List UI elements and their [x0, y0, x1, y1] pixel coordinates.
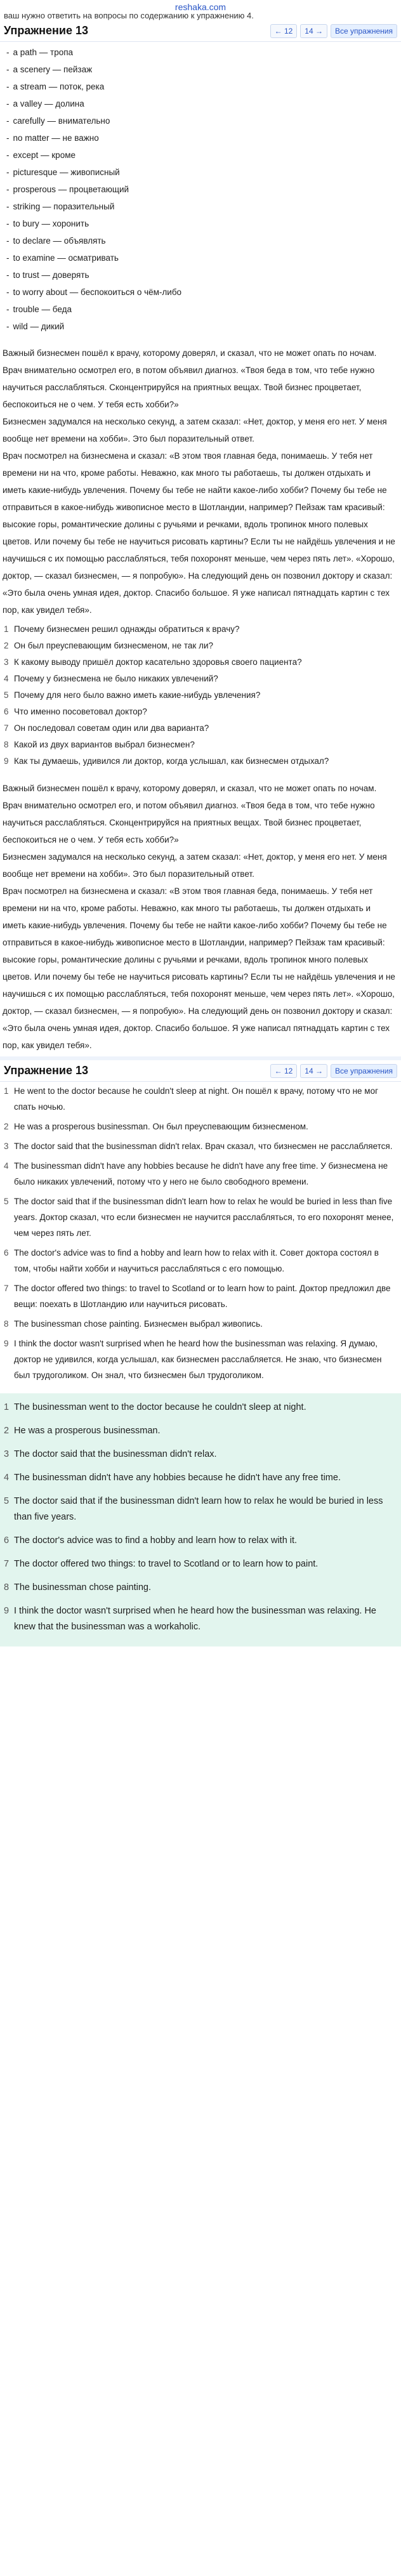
vocab-item [6, 130, 395, 147]
final-answer-number: 8 [4, 1582, 10, 1593]
vocab-bullet: - [6, 253, 10, 263]
vocab-bullet: - [6, 48, 10, 58]
all-exercises-button[interactable]: Все упражнения [331, 24, 397, 38]
vocab-item [6, 301, 395, 319]
final-answer-box [0, 1393, 401, 1646]
answer-number: 8 [4, 1319, 9, 1329]
answer-item [4, 1138, 397, 1158]
exercise-title-2: Упражнение 13 [4, 1064, 89, 1077]
next-exercise-button[interactable]: 14 → [300, 24, 327, 38]
final-answer-item [4, 1468, 397, 1491]
question-text: Почему у бизнесмена не было никаких увлечений? [14, 674, 218, 683]
final-answer-number: 1 [4, 1402, 10, 1412]
question-text: Какой из двух вариантов выбрал бизнесмен? [14, 740, 195, 749]
exercise-block-2 [0, 1056, 401, 1391]
answer-list [0, 1082, 401, 1391]
story-text [0, 339, 401, 619]
vocab-text: striking — поразительный [13, 202, 115, 212]
vocab-bullet: - [6, 305, 10, 315]
vocab-item [6, 216, 395, 233]
final-answer-text: The businessman went to the doctor because he couldn't sleep at night. [14, 1402, 306, 1412]
vocab-bullet: - [6, 236, 10, 246]
vocab-text: trouble — беда [13, 305, 72, 315]
question-number: 3 [4, 657, 9, 667]
answer-text: The doctor offered two things: to travel to Scotland or to learn how to paint. Доктор предложил две вещи: поехать в Шотландию или научиться рисовать. [14, 1284, 391, 1309]
vocab-item [6, 250, 395, 267]
question-text: Как ты думаешь, удивился ли доктор, когда услышал, как бизнесмен отдыхал? [14, 756, 329, 766]
answer-item [4, 1119, 397, 1138]
vocab-item [6, 113, 395, 130]
final-answer-text: The doctor said that the businessman didn't relax. [14, 1449, 217, 1459]
vocab-text: to trust — доверять [13, 270, 89, 280]
vocab-item [6, 79, 395, 96]
final-answer-number: 4 [4, 1473, 10, 1483]
final-answer-item [4, 1554, 397, 1577]
question-number: 1 [4, 624, 9, 634]
all-exercises-button-2[interactable]: Все упражнения [331, 1064, 397, 1078]
site-link[interactable]: reshaka.com [174, 2, 227, 12]
answer-text: The doctor said that the businessman didn't relax. Врач сказал, что бизнесмен не расслабляется. [14, 1141, 393, 1151]
final-answer-item [4, 1421, 397, 1444]
exercise-header-2 [0, 1060, 401, 1082]
prev-exercise-button-2[interactable]: ← 12 [270, 1064, 298, 1078]
vocab-text: to bury — хоронить [13, 219, 89, 229]
vocab-bullet: - [6, 133, 10, 143]
vocab-text: except — кроме [13, 150, 76, 161]
vocab-text: no matter — не важно [13, 133, 99, 143]
answer-number: 4 [4, 1161, 9, 1171]
vocab-bullet: - [6, 185, 10, 195]
final-answer-number: 9 [4, 1606, 10, 1616]
final-answer-number: 3 [4, 1449, 10, 1459]
vocab-text: a stream — поток, река [13, 82, 105, 92]
next-exercise-button-2[interactable]: 14 → [300, 1064, 327, 1078]
vocab-item [6, 199, 395, 216]
final-answer-text: The doctor's advice was to find a hobby and learn how to relax with it. [14, 1535, 298, 1546]
final-answer-item [4, 1397, 397, 1421]
answer-item [4, 1083, 397, 1119]
answer-text: He went to the doctor because he couldn't sleep at night. Он пошёл к врачу, потому что не мог спать ночью. [14, 1086, 379, 1112]
final-answer-number: 2 [4, 1426, 10, 1436]
answer-item [4, 1280, 397, 1316]
vocab-item [6, 284, 395, 301]
vocab-text: a scenery — пейзаж [13, 65, 93, 75]
answer-text: The businessman chose painting. Бизнесмен выбрал живопись. [14, 1319, 263, 1329]
story-paragraph: Бизнесмен задумался на несколько секунд, а затем сказал: «Нет, доктор, у меня его нет. У меня вообще нет времени на хобби». Это был поразительный ответ. [3, 417, 387, 444]
final-answer-text: The businessman chose painting. [14, 1582, 152, 1593]
story-text-highlighted [0, 775, 401, 1054]
question-item [4, 687, 396, 704]
answer-number: 1 [4, 1086, 9, 1096]
final-answer-item [4, 1530, 397, 1554]
answer-text: The doctor said that if the businessman didn't learn how to relax he would be buried in less than five years. Доктор сказал, что если бизнесмен не научится расслабляться, то его похоронят менее, чем через пять лет. [14, 1197, 394, 1238]
vocab-text: a valley — долина [13, 99, 84, 109]
exercise-title: Упражнение 13 [4, 24, 89, 37]
vocab-bullet: - [6, 116, 10, 126]
vocab-text: to declare — объявлять [13, 236, 106, 246]
final-answer-text: He was a prosperous businessman. [14, 1426, 161, 1436]
final-answer-text: The doctor offered two things: to travel to Scotland or to learn how to paint. [14, 1559, 319, 1569]
question-text: К какому выводу пришёл доктор касательно здоровья своего пациента? [14, 657, 302, 667]
vocab-item [6, 319, 395, 336]
vocab-text: picturesque — живописный [13, 168, 120, 178]
question-number: 4 [4, 674, 9, 683]
final-answer-text: The doctor said that if the businessman didn't learn how to relax he would be buried in less than five years. [14, 1496, 383, 1522]
question-item [4, 753, 396, 770]
vocab-bullet: - [6, 168, 10, 178]
vocab-list [0, 42, 401, 339]
question-item [4, 671, 396, 687]
question-item [4, 737, 396, 753]
final-answer-number: 5 [4, 1496, 10, 1506]
answer-number: 3 [4, 1141, 9, 1151]
question-text: Почему бизнесмен решил однажды обратиться к врачу? [14, 624, 240, 634]
answer-item [4, 1316, 397, 1336]
vocab-text: carefully — внимательно [13, 116, 110, 126]
final-answer-number: 7 [4, 1559, 10, 1569]
final-answer-item [4, 1491, 397, 1530]
cut-instruction: ваш нужно ответить на вопросы по содержанию к упражнению 4. [4, 11, 254, 20]
question-text: Почему для него было важно иметь какие-нибудь увлечения? [14, 690, 261, 700]
question-item [4, 638, 396, 654]
question-number: 2 [4, 641, 9, 650]
final-answer-item [4, 1444, 397, 1468]
story-paragraph: Важный бизнесмен пошёл к врачу, которому доверял, и сказал, что не может опать по ночам. Врач внимательно осмотрел его, и потом объявил диагноз. «Твоя беда в том, что тебе нужно научиться расслабляться. Сконцентрируйся на приятных вещах. Твой бизнес процветает, беспокоиться не о чем. У тебя есть хобби?» [3, 784, 377, 844]
vocab-item [6, 147, 395, 164]
question-list [0, 619, 401, 775]
answer-text: I think the doctor wasn't surprised when he heard how the businessman was relaxing. Я думаю, доктор не удивился, когда услышал, как бизнесмен расслабляется. Не знаю, что бизнесмен был трудоголиком. Он знал, что бизнесмен был трудоголиком. [14, 1339, 382, 1380]
story-paragraph: Бизнесмен задумался на несколько секунд, а затем сказал: «Нет, доктор, у меня его нет. У меня вообще нет времени на хобби». Это был поразительный ответ. [3, 852, 387, 879]
vocab-item [6, 233, 395, 250]
prev-exercise-button[interactable]: ← 12 [270, 24, 298, 38]
question-number: 6 [4, 707, 9, 716]
exercise-header [0, 20, 401, 42]
question-item [4, 621, 396, 638]
vocab-bullet: - [6, 270, 10, 280]
question-item [4, 704, 396, 720]
vocab-text: to worry about — беспокоиться о чём-либо [13, 287, 182, 298]
vocab-item [6, 44, 395, 62]
vocab-bullet: - [6, 150, 10, 161]
vocab-text: to examine — осматривать [13, 253, 119, 263]
final-answer-item [4, 1601, 397, 1640]
answer-number: 5 [4, 1197, 9, 1206]
exercise-nav-2 [270, 1064, 397, 1078]
vocab-item [6, 62, 395, 79]
vocab-item [6, 164, 395, 181]
question-text: Что именно посоветовал доктор? [14, 707, 147, 716]
final-answer-text: I think the doctor wasn't surprised when he heard how the businessman was relaxing. He knew that the businessman was a workaholic. [14, 1606, 376, 1632]
answer-number: 6 [4, 1248, 9, 1258]
story-paragraph: Врач посмотрел на бизнесмена и сказал: «В этом твоя главная беда, понимаешь. У тебя нет времени ни на что, кроме работы. Неважно, как много ты работаешь, ты должен отдыхать и иметь какие-нибудь увлечения. Почему бы тебе не найти какое-либо хобби? Почему бы тебе не отправиться в какое-нибудь живописное место в Шотландии, например? Пейзаж там красивый: высокие горы, романтические долины с ручьями и речками, вдоль тропинок много полевых цветов. Или почему бы тебе не научиться рисовать картины? Если ты не найдёшь увлечения и не научишься с их помощью расслабляться, тебя похоронят меньше, чем через пять лет». «Хорошо, доктор, — сказал бизнесмен, — я попробую». На следующий день он позвонил доктору и сказал: «Это была очень умная идея, доктор. Спасибо большое. Я уже написал пятнадцать картин с тех пор, как увидел тебя». [3, 886, 395, 1050]
question-item [4, 720, 396, 737]
question-number: 7 [4, 723, 9, 733]
final-answer-text: The businessman didn't have any hobbies because he didn't have any free time. [14, 1473, 341, 1483]
vocab-bullet: - [6, 65, 10, 75]
answer-number: 9 [4, 1339, 9, 1348]
answer-item [4, 1158, 397, 1193]
vocab-bullet: - [6, 322, 10, 332]
question-text: Он последовал советам один или два варианта? [14, 723, 209, 733]
vocab-text: wild — дикий [13, 322, 65, 332]
vocab-bullet: - [6, 287, 10, 298]
question-number: 8 [4, 740, 9, 749]
story-paragraph: Важный бизнесмен пошёл к врачу, которому доверял, и сказал, что не может опать по ночам. Врач внимательно осмотрел его, в потом объявил диагноз. «Твоя беда в том, что тебе нужно научиться расслабляться. Сконцентрируйся на приятных вещах. Твой бизнес процветает, беспокоиться не о чем. У тебя есть хобби?» [3, 348, 377, 409]
vocab-text: prosperous — процветающий [13, 185, 129, 195]
answer-number: 7 [4, 1284, 9, 1293]
vocab-item [6, 181, 395, 199]
exercise-nav [270, 24, 397, 38]
final-answer-item [4, 1577, 397, 1601]
answer-item [4, 1245, 397, 1280]
question-item [4, 654, 396, 671]
vocab-bullet: - [6, 202, 10, 212]
answer-text: He was a prosperous businessman. Он был преуспевающим бизнесменом. [14, 1122, 308, 1131]
vocab-bullet: - [6, 219, 10, 229]
vocab-bullet: - [6, 82, 10, 92]
question-number: 9 [4, 756, 9, 766]
vocab-bullet: - [6, 99, 10, 109]
answer-text: The businessman didn't have any hobbies because he didn't have any free time. У бизнесмена не было никаких увлечений, потому что у него не было свободного времени. [14, 1161, 388, 1186]
answer-text: The doctor's advice was to find a hobby and learn how to relax with it. Совет доктора состоял в том, чтобы найти хобби и научиться расслабляться с его помощью. [14, 1248, 379, 1273]
final-answer-number: 6 [4, 1535, 10, 1546]
answer-number: 2 [4, 1122, 9, 1131]
story-paragraph: Врач посмотрел на бизнесмена и сказал: «В этом твоя главная беда, понимаешь. У тебя нет времени ни на что, кроме работы. Неважно, как много ты работаешь, ты должен отдыхать и иметь какие-нибудь увлечения. Почему бы тебе не найти какое-либо хобби? Почему бы тебе не отправиться в какое-нибудь живописное место в Шотландии, например? Пейзаж там красивый: высокие горы, романтические долины с ручьями и речками, вдоль тропинок много полевых цветов. Или почему бы тебе не научиться рисовать картины? Если ты не найдёшь увлечения и не научишься с их помощью расслабляться, тебя похоронят меньше, чем через пять лет». «Хорошо, доктор, — сказал бизнесмен, — я попробую». На следующий день он позвонил доктору и сказал: «Это была очень умная идея, доктор. Спасибо большое. Я уже написал пятнадцать картин с тех пор, как увидел тебя». [3, 451, 395, 615]
question-text: Он был преуспевающим бизнесменом, не так ли? [14, 641, 213, 650]
vocab-text: a path — тропа [13, 48, 74, 58]
question-number: 5 [4, 690, 9, 700]
answer-item [4, 1193, 397, 1245]
vocab-item [6, 267, 395, 284]
vocab-item [6, 96, 395, 113]
answer-item [4, 1336, 397, 1387]
